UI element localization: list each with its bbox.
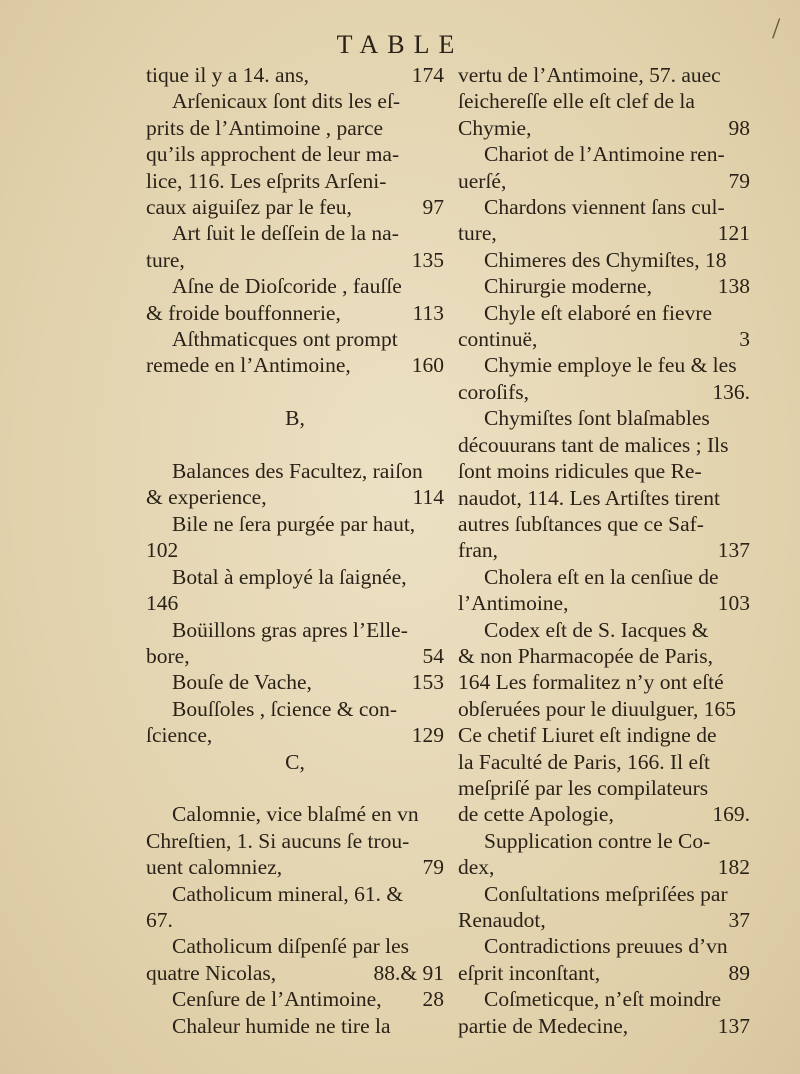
page-reference: 174 (411, 63, 444, 87)
page-reference: 121 (717, 221, 750, 246)
page-reference: 97 (422, 195, 444, 220)
entry-text: de cette Apologie, (458, 802, 614, 827)
page-reference: 114 (412, 485, 444, 510)
left-index-line (146, 722, 444, 748)
entry-text: eſprit inconſtant, (458, 960, 601, 985)
right-index-line: naudot, 114. Les Artiſtes tirent (458, 485, 720, 510)
left-index-line: prits de l’Antimoine , parce (146, 115, 384, 140)
right-index-line (458, 801, 750, 827)
page-reference: 153 (411, 670, 444, 695)
left-index-line: Catholicum mineral, 61. & (172, 881, 404, 906)
right-index-line (458, 960, 750, 986)
right-index-line (458, 537, 750, 563)
right-index-line (458, 379, 750, 405)
left-index-line: Botal à employé la ſaignée, (172, 564, 407, 589)
page-reference: 37 (728, 908, 750, 932)
left-index-line: Boüillons gras apres l’Elle- (172, 617, 408, 642)
right-index-line (458, 115, 750, 141)
entry-text: uerſé, (458, 168, 507, 193)
index-column-right (458, 62, 750, 1039)
right-index-line: Cholera eſt en la cenſiue de (484, 564, 719, 589)
page-reference: 89 (728, 960, 750, 985)
left-spacer (146, 379, 444, 405)
page-reference: 79 (728, 168, 750, 193)
entry-text: caux aiguiſez par le feu, (146, 195, 352, 220)
right-index-line: Chyle eſt elaboré en fievre (484, 300, 713, 325)
entry-text: Cenſure de l’Antimoine, (172, 987, 382, 1012)
entry-text: ture, (146, 247, 185, 272)
right-index-line: Chymie employe le feu & les (484, 353, 737, 378)
right-index-line: Coſmeticque, n’eſt moindre (484, 987, 722, 1012)
entry-text: tique il y a 14. ans, (146, 63, 310, 87)
entry-text: bore, (146, 643, 190, 668)
page-reference: 135 (411, 247, 444, 272)
right-index-line (458, 168, 750, 194)
right-index-line (458, 854, 750, 880)
page-reference: 103 (717, 591, 750, 616)
right-index-line: Chimeres des Chymiſtes, 18 (484, 247, 727, 272)
left-spacer (146, 775, 444, 801)
right-index-line: Codex eſt de S. Iacques & (484, 617, 709, 642)
right-index-line: Conſultations meſpriſées par (484, 881, 728, 906)
page-reference: 113 (412, 300, 444, 325)
entry-text: Chirurgie moderne, (484, 274, 652, 299)
left-index-line (146, 300, 444, 326)
entry-text: quatre Nicolas, (146, 960, 277, 985)
right-index-line (458, 1013, 750, 1039)
left-index-line: 67. (146, 907, 173, 932)
right-index-line (458, 273, 750, 299)
entry-text: Chymie, (458, 115, 532, 140)
left-index-line: lice, 116. Les eſprits Arſeni- (146, 168, 387, 193)
left-index-line (146, 986, 444, 1012)
left-index-line: Balances des Facultez, raiſon (172, 459, 423, 484)
left-letter-heading: C, (285, 749, 305, 774)
page-reference: 137 (717, 538, 750, 563)
left-index-line (146, 247, 444, 273)
left-index-line: Chreſtien, 1. Si aucuns ſe trou- (146, 828, 410, 853)
left-index-line: Bile ne ſera purgée par haut, (172, 511, 416, 536)
right-index-line: vertu de l’Antimoine, 57. auec (458, 63, 721, 87)
right-index-line: & non Pharmacopée de Paris, (458, 643, 713, 668)
entry-text: & froide bouffonnerie, (146, 300, 341, 325)
right-index-line: ſont moins ridicules que Re- (458, 459, 702, 484)
left-letter-heading: B, (285, 406, 305, 431)
page-reference: 182 (717, 855, 750, 880)
entry-text: partie de Medecine, (458, 1013, 629, 1038)
entry-text: continuë, (458, 327, 538, 352)
right-index-line: découurans tant de malices ; Ils (458, 432, 729, 457)
page-reference: 88.& 91 (373, 960, 444, 985)
entry-text: fran, (458, 538, 498, 563)
page-reference: 54 (422, 643, 444, 668)
left-index-line (146, 484, 444, 510)
left-index-line: Chaleur humide ne tire la (172, 1013, 391, 1038)
left-index-line: Aſthmaticques ont prompt (172, 327, 398, 352)
left-index-line: Arſenicaux ſont dits les eſ- (172, 89, 401, 114)
left-spacer (146, 432, 444, 458)
right-index-line: Supplication contre le Co- (484, 828, 711, 853)
right-index-line (458, 590, 750, 616)
left-index-line (146, 669, 444, 695)
page-reference: 3 (739, 327, 750, 352)
page-reference: 79 (422, 855, 444, 880)
left-index-line: qu’ils approchent de leur ma- (146, 142, 400, 167)
right-index-line: Chariot de l’Antimoine ren- (484, 142, 725, 167)
page-reference: 136. (712, 379, 750, 404)
entry-text: coroſifs, (458, 379, 530, 404)
page-reference: 169. (712, 802, 750, 827)
right-index-line (458, 326, 750, 352)
page-reference: 160 (411, 353, 444, 378)
running-head: TABLE (336, 30, 464, 59)
left-index-line: Art ſuit le deſſein de la na- (172, 221, 399, 246)
index-column-left (146, 62, 444, 1039)
entry-text: remede en l’Antimoine, (146, 353, 351, 378)
left-index-line: Bouſſoles , ſcience & con- (172, 696, 398, 721)
right-index-line: obſeruées pour le diuulguer, 165 (458, 696, 736, 721)
left-index-line (146, 960, 444, 986)
right-index-line: Ce chetif Liuret eſt indigne de (458, 723, 717, 748)
left-index-line (146, 194, 444, 220)
right-index-line: ſeichereſſe elle eſt clef de la (458, 89, 695, 114)
entry-text: ſcience, (146, 723, 213, 748)
right-index-line: Contradictions preuues d’vn (484, 934, 728, 959)
right-index-line: Chymiſtes ſont blaſmables (484, 406, 710, 431)
right-index-line: Chardons viennent ſans cul- (484, 195, 725, 220)
page-reference: 129 (411, 723, 444, 748)
page-reference: 98 (728, 115, 750, 140)
right-index-line: meſpriſé par les compilateurs (458, 775, 709, 800)
page-reference: 138 (717, 274, 750, 299)
left-index-line (146, 62, 444, 88)
entry-text: ture, (458, 221, 497, 246)
left-index-line (146, 643, 444, 669)
entry-text: Bouſe de Vache, (172, 670, 312, 695)
left-index-line: 146 (146, 591, 179, 616)
left-index-line: Aſne de Dioſcoride , fauſſe (172, 274, 402, 299)
left-index-line (146, 352, 444, 378)
left-index-line: 102 (146, 538, 179, 563)
right-index-line: la Faculté de Paris, 166. Il eſt (458, 749, 710, 774)
right-index-line (458, 220, 750, 246)
entry-text: Renaudot, (458, 908, 546, 932)
right-index-line: 164 Les formalitez n’y ont eſté (458, 670, 724, 695)
entry-text: uent calomniez, (146, 855, 283, 880)
page-reference: 137 (717, 1013, 750, 1038)
entry-text: dex, (458, 855, 495, 880)
right-index-line (458, 907, 750, 933)
left-index-line (146, 854, 444, 880)
page-reference: 28 (422, 987, 444, 1012)
corner-mark: / (772, 12, 781, 45)
left-index-line: Catholicum diſpenſé par les (172, 934, 410, 959)
entry-text: l’Antimoine, (458, 591, 569, 616)
right-index-line: autres ſubſtances que ce Saf- (458, 511, 704, 536)
entry-text: & experience, (146, 485, 267, 510)
left-index-line: Calomnie, vice blaſmé en vn (172, 802, 419, 827)
